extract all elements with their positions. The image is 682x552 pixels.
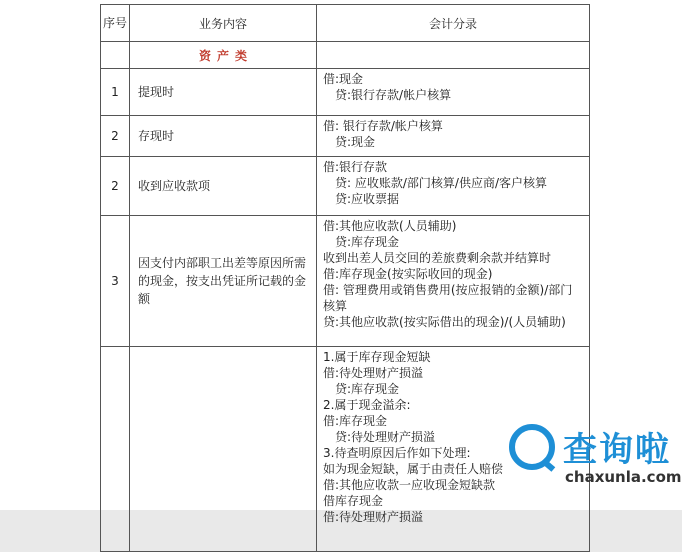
table-header-row bbox=[101, 5, 590, 42]
magnifier-icon bbox=[509, 424, 555, 470]
row-entry bbox=[317, 69, 590, 116]
watermark-domain: chaxunla.com bbox=[565, 468, 682, 486]
table-row bbox=[101, 69, 590, 116]
entry-line: 借:库存现金 bbox=[323, 414, 388, 428]
entry-line: 贷: 应收账款/部门核算/供应商/客户核算 bbox=[335, 176, 547, 190]
entry-line: 贷:库存现金 bbox=[335, 382, 400, 396]
entry-line: 借:其他应收款一应收现金短缺款 bbox=[323, 478, 496, 492]
header-business: 业务内容 bbox=[130, 5, 317, 42]
row-no bbox=[101, 347, 130, 552]
entry-line: 借: 管理费用或销售费用(按应报销的金额)/部门 bbox=[323, 283, 573, 297]
entry-line: 贷:现金 bbox=[335, 135, 376, 149]
entry-line: 借:银行存款 bbox=[323, 160, 388, 174]
row-business: 因支付内部职工出差等原因所需的现金，按支出凭证所记载的金额 bbox=[130, 216, 317, 347]
row-no: 2 bbox=[101, 116, 130, 157]
row-entry bbox=[317, 216, 590, 347]
entry-line: 借:现金 bbox=[323, 72, 364, 86]
entry-line: 贷:银行存款/帐户核算 bbox=[335, 88, 452, 102]
header-entry: 会计分录 bbox=[317, 5, 590, 42]
entry-line: 2.属于现金溢余: bbox=[323, 398, 411, 412]
entry-line: 3.待查明原因后作如下处理: bbox=[323, 446, 471, 460]
entry-line: 借库存现金 bbox=[323, 494, 384, 508]
row-no: 2 bbox=[101, 157, 130, 216]
header-no: 序号 bbox=[101, 5, 130, 42]
row-entry bbox=[317, 116, 590, 157]
row-business bbox=[130, 347, 317, 552]
entry-line: 贷:应收票据 bbox=[335, 192, 400, 206]
table-row bbox=[101, 157, 590, 216]
entry-line: 贷:待处理财产损溢 bbox=[335, 430, 436, 444]
row-entry bbox=[317, 157, 590, 216]
entry-line: 借:待处理财产损溢 bbox=[323, 366, 424, 380]
entry-line: 贷:其他应收款(按实际借出的现金)/(人员辅助) bbox=[323, 315, 566, 329]
entry-line: 如为现金短缺，属于由责任人赔偿 bbox=[323, 462, 504, 476]
row-business: 提现时 bbox=[130, 69, 317, 116]
row-no: 3 bbox=[101, 216, 130, 347]
category-label: 资产类 bbox=[130, 42, 317, 69]
watermark-name: 查询啦 bbox=[563, 430, 671, 470]
table-row bbox=[101, 116, 590, 157]
entry-line: 收到出差人员交回的差旅费剩余款并结算时 bbox=[323, 251, 552, 265]
entry-line: 借:其他应收款(人员辅助) bbox=[323, 219, 457, 233]
row-business: 存现时 bbox=[130, 116, 317, 157]
watermark-logo bbox=[505, 414, 682, 504]
entry-line: 贷:库存现金 bbox=[335, 235, 400, 249]
row-business: 收到应收款项 bbox=[130, 157, 317, 216]
entry-line: 1.属于库存现金短缺 bbox=[323, 350, 431, 364]
category-row bbox=[101, 42, 590, 69]
entry-line: 借:待处理财产损溢 bbox=[323, 510, 424, 524]
table-row bbox=[101, 216, 590, 347]
entry-line: 核算 bbox=[323, 299, 348, 313]
entry-line: 借: 银行存款/帐户核算 bbox=[323, 119, 443, 133]
row-no: 1 bbox=[101, 69, 130, 116]
entry-line: 借:库存现金(按实际收回的现金) bbox=[323, 267, 493, 281]
